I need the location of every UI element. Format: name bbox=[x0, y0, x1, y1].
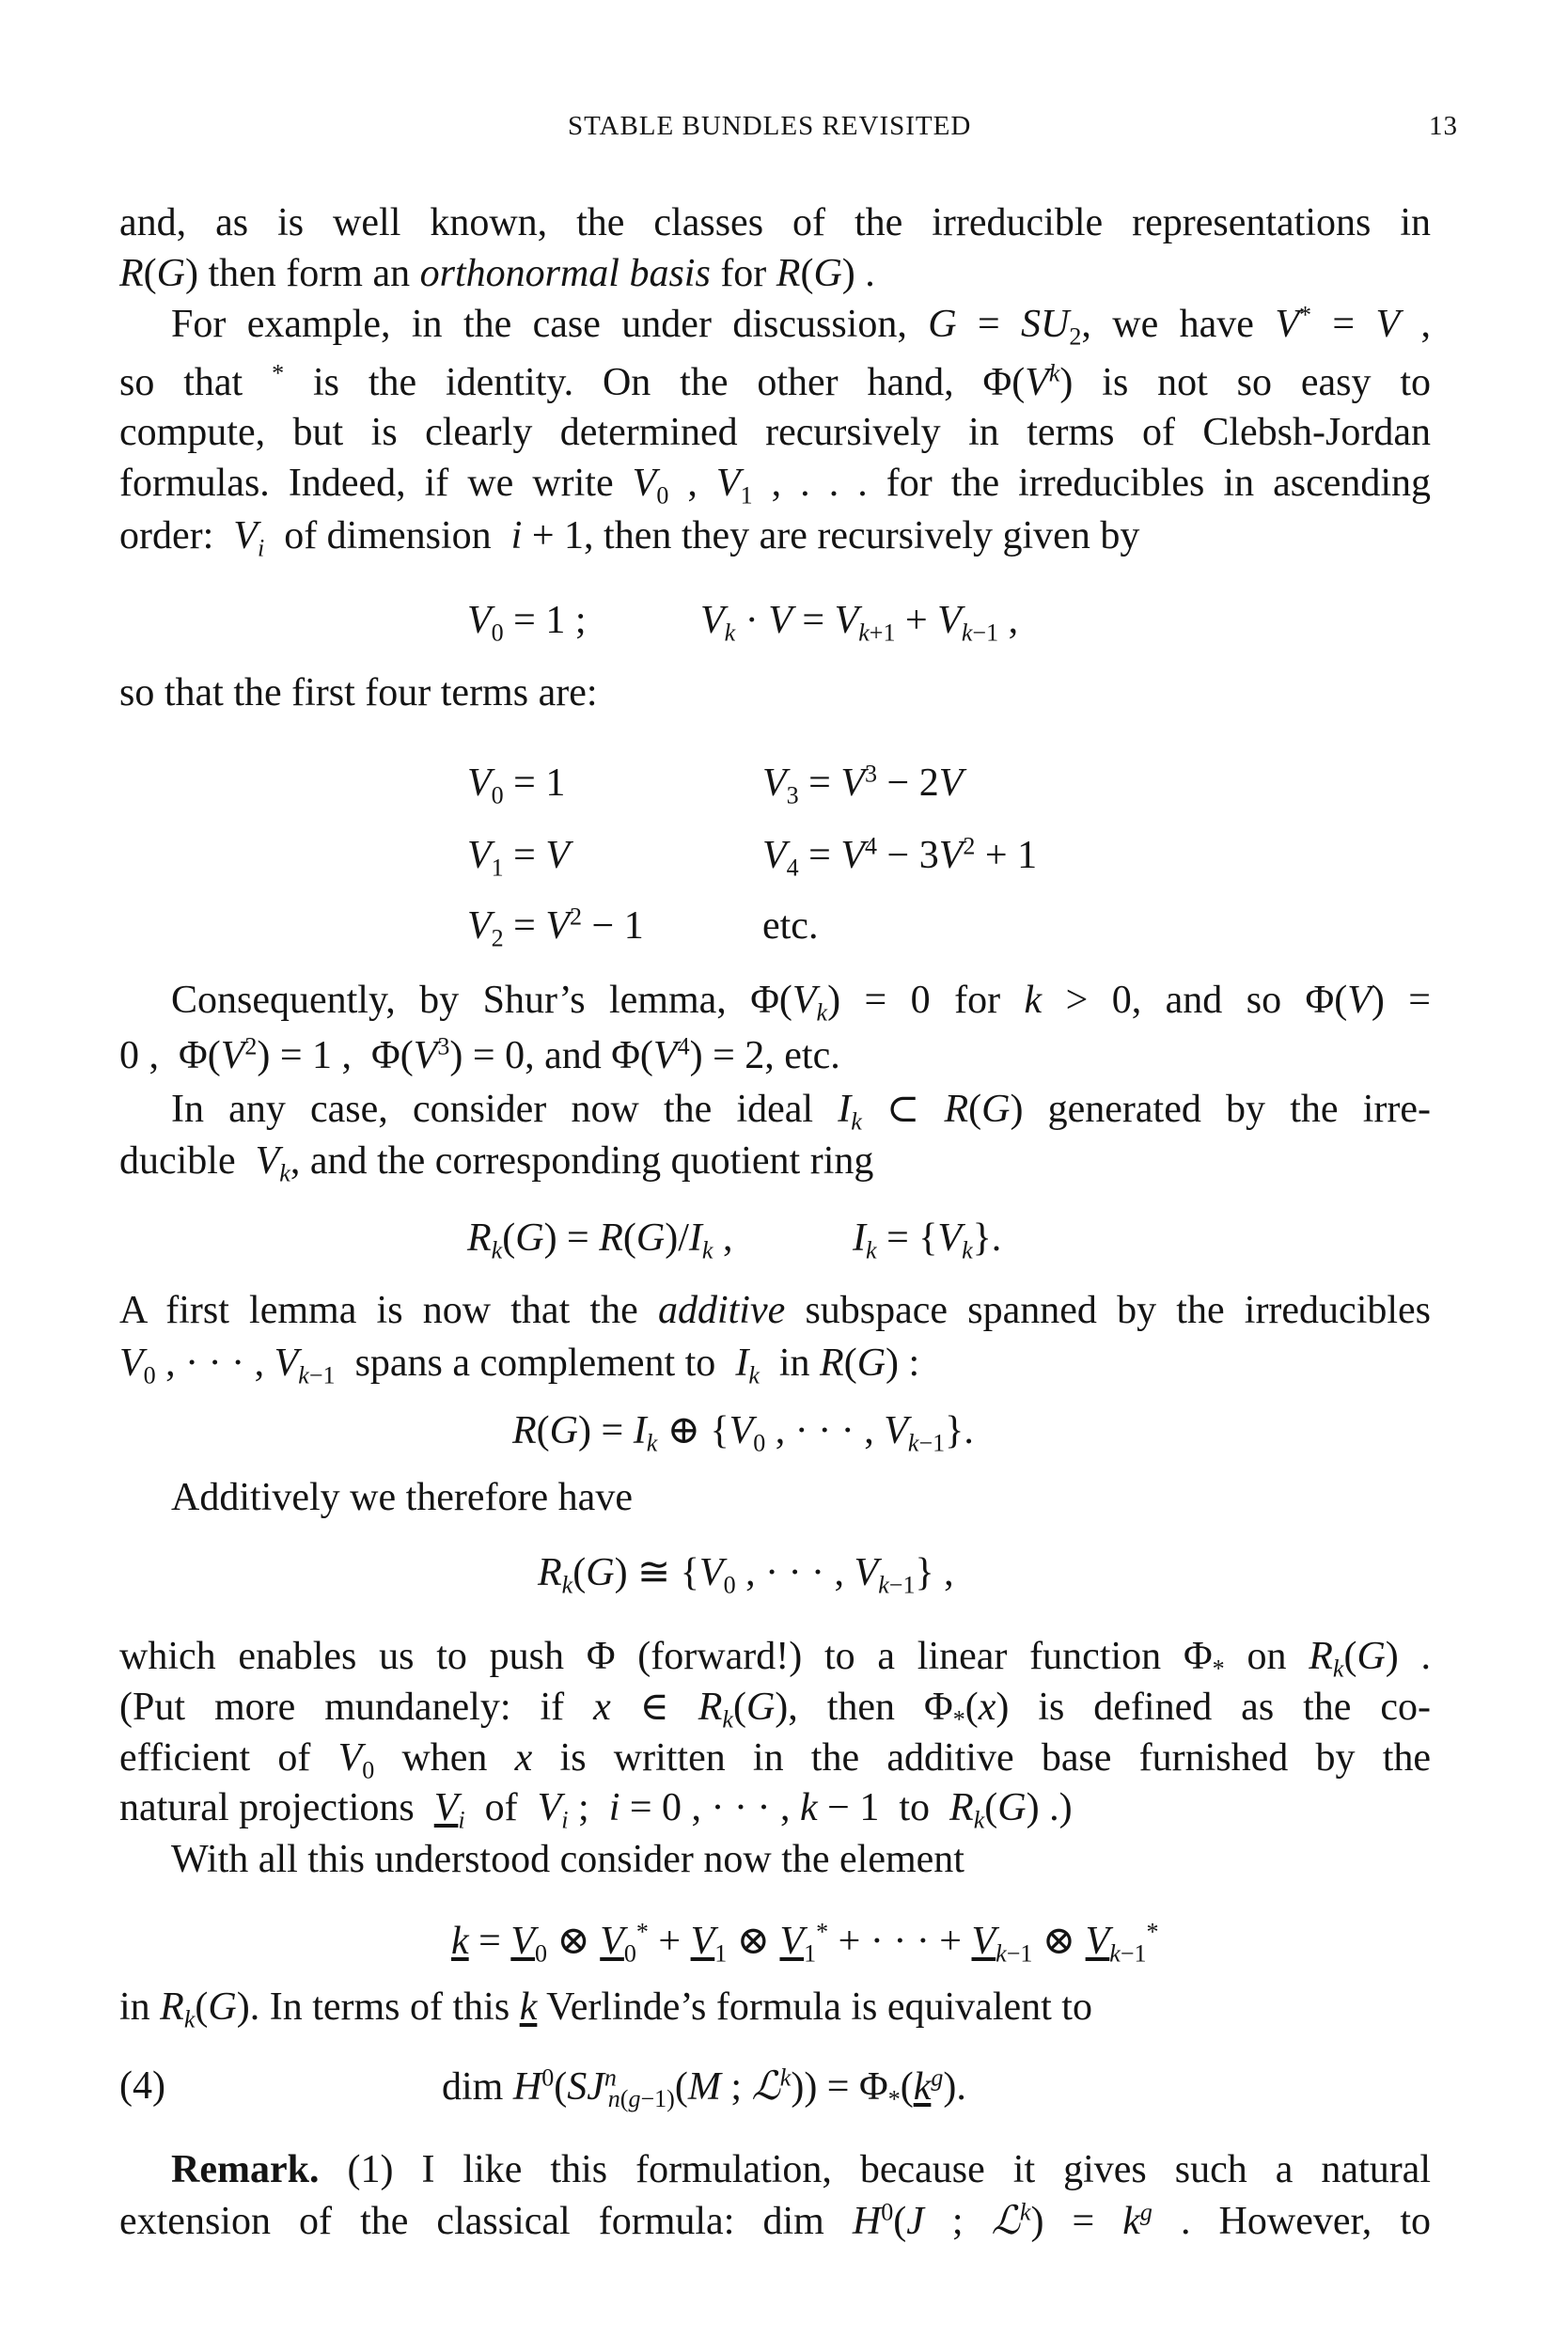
equation-v1: $V_1 = V$ bbox=[467, 834, 571, 882]
paragraph-6-line-2: (Put more mundanely: if x ∈ $R_k(G)$, then $\Phi_*(x)$ is defined as the co- bbox=[119, 1686, 1432, 1734]
paragraph-5-line-1: A first lemma is now that the additive subspace spanned by the irreducibles bbox=[119, 1289, 1432, 1332]
emphasis-additive: additive bbox=[657, 1289, 786, 1332]
paragraph-3-line-1: Consequently, by Shur’s lemma, $\Phi(V_k) = 0$ for k > 0, and so Φ(V) = bbox=[171, 979, 1431, 1027]
equation-direct-sum: $R(G) = I_k$ ⊕ {$V_0$ , · · · , $V_{k-1}$}. bbox=[512, 1409, 974, 1457]
remark-label: Remark. bbox=[171, 2148, 320, 2191]
etc-label: etc. bbox=[762, 904, 819, 948]
additively-text: Additively we therefore have bbox=[171, 1476, 633, 1519]
equation-v3: $V_3 = V^3 - 2V$ bbox=[762, 760, 964, 809]
paragraph-1-line-2: R(G) then form an orthonormal basis for R(G) . bbox=[119, 252, 875, 295]
emphasis-orthonormal-basis: orthonormal basis bbox=[419, 252, 711, 295]
paragraph-2-line-5: order: $V_i$ of dimension i + 1, then they are recursively given by bbox=[119, 514, 1140, 562]
paragraph-2-line-1: For example, in the case under discussion, $G = SU_2$, we have V* = V , bbox=[171, 301, 1432, 351]
paragraph-7: With all this understood consider now the element bbox=[171, 1838, 964, 1881]
paragraph-4-line-1: In any case, consider now the ideal $I_k$ ⊂ R(G) generated by the irre- bbox=[171, 1088, 1432, 1136]
equation-quotient-ring: $R_k(G) = R(G)/I_k$ , bbox=[467, 1216, 733, 1264]
remark-line-2: extension of the classical formula: dim $H^0(J$ ; ℒ$^k$) = $k^g$ . However, to bbox=[119, 2197, 1432, 2243]
paragraph-6-line-1: which enables us to push Φ (forward!) to a linear function $\Phi_*$ on $R_k(G)$ . bbox=[119, 1635, 1432, 1683]
equation-v0: $V_0 = 1$ bbox=[467, 761, 566, 809]
paragraph-5-line-2: $V_0$ , · · · , $V_{k-1}$ spans a complement to $I_k$ in R(G) : bbox=[119, 1342, 920, 1389]
equation-verlinde: dim $H^0(SJ^n_{n(g-1)}(M$ ; ℒ$^k$)) = $\Phi_*(k^g)$. bbox=[442, 2063, 966, 2113]
equation-recursion-step: $V_k \cdot V = V_{k+1} + V_{k-1}$ , bbox=[700, 599, 1019, 647]
remark-line-1: Remark. (1) I like this formulation, because it gives such a natural bbox=[171, 2148, 1431, 2191]
paragraph-6-line-4: natural projections $V_i$ of $V_i$ ; i = 0 , · · · , k − 1 to $R_k(G)$ .) bbox=[119, 1786, 1073, 1834]
equation-v4: $V_4 = V^4 - 3V^2 + 1$ bbox=[762, 832, 1038, 882]
equation-element-k: $k = V_0$ ⊗ $V_0^* + V_1$ ⊗ $V_1^*$ + · · · + $V_{k-1}$ ⊗ $V_{k-1}^*$ bbox=[451, 1918, 1159, 1968]
running-head: STABLE BUNDLES REVISITED bbox=[568, 111, 972, 141]
equation-recursion-base: $V_0 = 1$ ; bbox=[467, 599, 587, 647]
paragraph-2-line-3: compute, but is clearly determined recursively in terms of Clebsh-Jordan bbox=[119, 411, 1431, 454]
paragraph-2-line-2: so that * is the identity. On the other hand, $\Phi(V^k)$ is not so easy to bbox=[119, 359, 1432, 404]
paragraph-3-line-2: 0 , $\Phi(V^2) = 1$ , $\Phi(V^3) = 0$, and $\Phi(V^4) = 2$, etc. bbox=[119, 1032, 840, 1077]
paragraph-4-line-2: ducible $V_k$, and the corresponding quotient ring bbox=[119, 1139, 874, 1187]
paragraph-2-line-4: formulas. Indeed, if we write $V_0$ , $V_1$ , . . . for the irreducibles in ascending bbox=[119, 462, 1432, 510]
equation-number-4: (4) bbox=[119, 2064, 165, 2108]
page-number: 13 bbox=[1429, 111, 1458, 141]
equation-v2: $V_2 = V^2 - 1$ bbox=[467, 902, 644, 952]
equation-additive-iso: $R_k(G)$ ≅ {$V_0$ , · · · , $V_{k-1}$} , bbox=[538, 1551, 954, 1599]
paragraph-8: in $R_k(G)$. In terms of this k Verlinde’s formula is equivalent to bbox=[119, 1985, 1092, 2033]
first-four-terms-text: so that the first four terms are: bbox=[119, 671, 598, 714]
paragraph-6-line-3: efficient of $V_0$ when x is written in the additive base furnished by the bbox=[119, 1736, 1432, 1784]
equation-ideal: $I_k = \{V_k\}$. bbox=[853, 1216, 1002, 1264]
paragraph-1-line-1: and, as is well known, the classes of the irreducible representations in bbox=[119, 201, 1431, 244]
